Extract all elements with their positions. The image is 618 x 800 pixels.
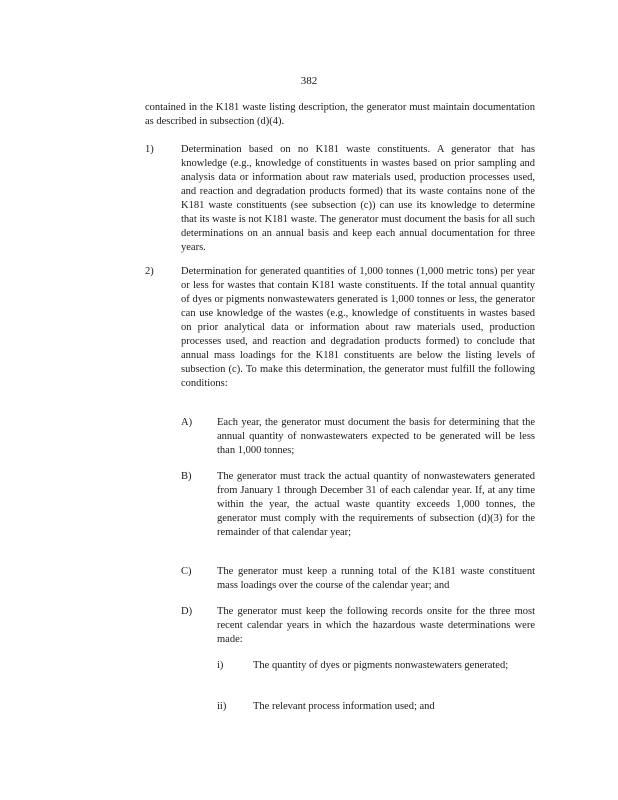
item-2-label: 2) xyxy=(145,266,154,277)
item-ii-text: The relevant process information used; and xyxy=(253,701,435,712)
item-b-text: The generator must track the actual quantity of nonwastewaters generated from January 1 through December 31 of each calendar year. If, at any time within the year, the actual waste quantity exceeds 1,000 tonnes, the generator must comply with the requirements of subsection (d)(3) for the remainder of that calendar year; xyxy=(217,471,535,538)
item-c-text: The generator must keep a running total of the K181 waste constituent mass loadings over the course of the calendar year; and xyxy=(217,566,535,591)
item-2-text: Determination for generated quantities of 1,000 tonnes (1,000 metric tons) per year or less for wastes that contain K181 waste constituents. If the total annual quantity of dyes or pigments nonwastewaters generated is 1,000 tonnes or less, the generator can use knowledge of the wastes (e.g., knowledge of constituents in wastes based on prior analytical data or information about raw materials used, production processes used, and reaction and degradation products formed) to conclude that annual mass loadings for the K181 constituents are below the listing levels of subsection (c). To make this determination, the generator must fulfill the following conditions: xyxy=(181,266,535,389)
item-c-label: C) xyxy=(181,566,192,577)
item-b-label: B) xyxy=(181,471,192,482)
item-1-text: Determination based on no K181 waste constituents. A generator that has knowledge (e.g., knowledge of constituents in wastes based on prior sampling and analysis data or information about raw materials used, production processes used, and reaction and degradation products formed) that its waste contains none of the K181 waste constituents (see subsection (c)) can use its knowledge to determine that its waste is not K181 waste. The generator must document the basis for all such determinations on an annual basis and keep each annual documentation for three years. xyxy=(181,144,535,253)
item-d-text: The generator must keep the following records onsite for the three most recent calendar years in which the hazardous waste determinations were made: xyxy=(217,606,535,645)
page-number: 382 xyxy=(300,75,318,87)
intro-paragraph: contained in the K181 waste listing description, the generator must maintain documentation as described in subsection (d)(4). xyxy=(145,102,535,127)
item-1-label: 1) xyxy=(145,144,154,155)
item-a-label: A) xyxy=(181,417,193,428)
item-ii-label: ii) xyxy=(217,701,227,712)
item-d-label: D) xyxy=(181,606,193,617)
item-a-text: Each year, the generator must document the basis for determining that the annual quantity of nonwastewaters expected to be generated will be less than 1,000 tonnes; xyxy=(217,417,535,456)
item-i-label: i) xyxy=(217,660,224,671)
item-i-text: The quantity of dyes or pigments nonwastewaters generated; xyxy=(253,660,509,671)
